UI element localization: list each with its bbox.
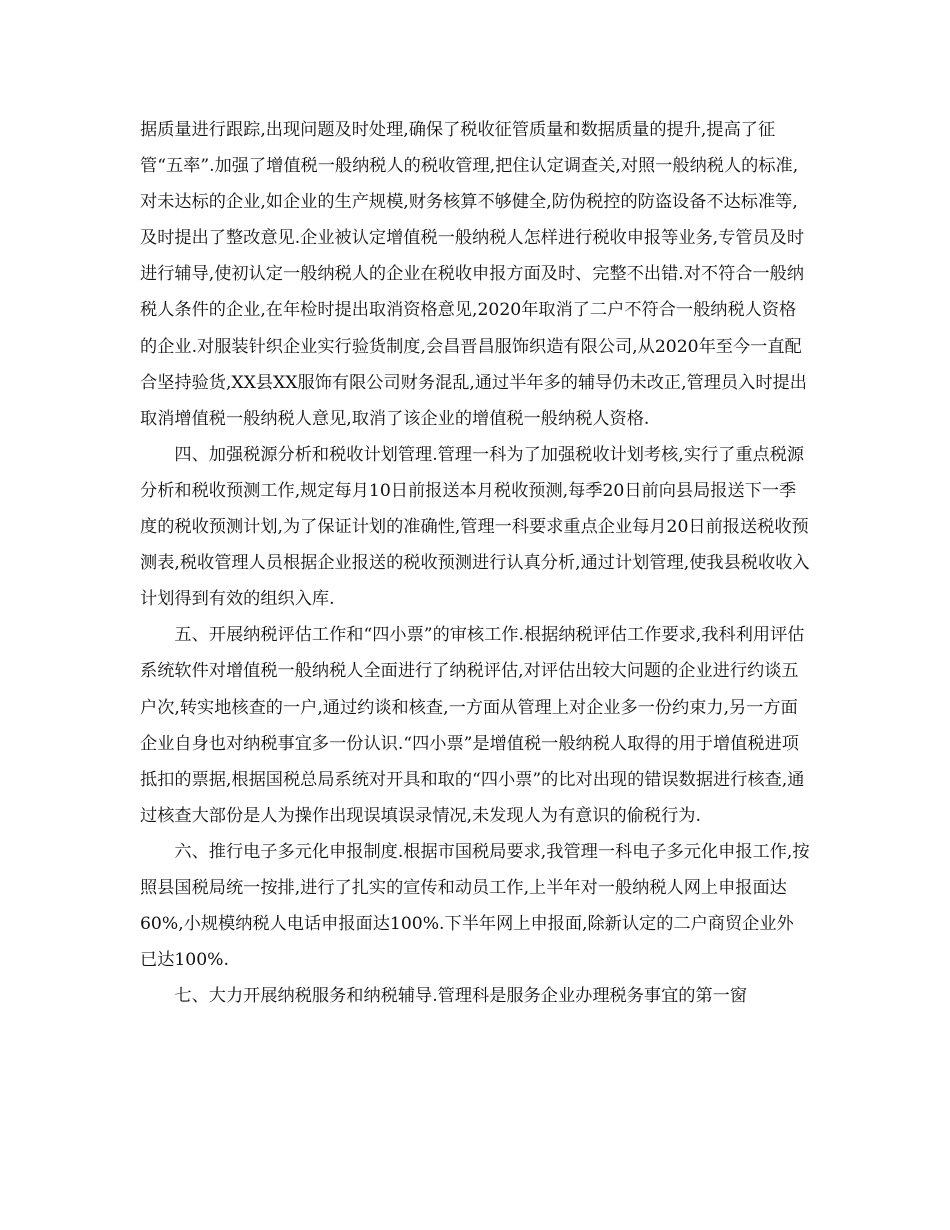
- paragraph-section-5: 五、开展纳税评估工作和“四小票”的审核工作.根据纳税评估工作要求,我科利用评估系统软件对增值税一般纳税人全面进行了纳税评估,对评估出较大问题的企业进行约谈五户次,转实地核查的一户,通过约谈和核查,一方面从管理上对企业多一份约束力,另一方面企业自身也对纳税事宜多一份认识.“四小票”是增值税一般纳税人取得的用于增值税进项抵扣的票据,根据国税总局系统对开具和取的“四小票”的比对出现的错误数据进行核查,通过核查大部份是人为操作出现误填误录情况,未发现人为有意识的偷税行为.: [140, 625, 805, 826]
- paragraph-section-7: 七、大力开展纳税服务和纳税辅导.管理科是服务企业办理税务事宜的第一窗: [174, 986, 748, 1007]
- paragraph-continued: 据质量进行跟踪,出现问题及时处理,确保了税收征管质量和数据质量的提升,提高了征管“五率”.加强了增值税一般纳税人的税收管理,把住认定调查关,对照一般纳税人的标准,对未达标的企业,如企业的生产规模,财务核算不够健全,防伪税控的防盗设备不达标准等,及时提出了整改意见.企业被认定增值税一般纳税人怎样进行税收申报等业务,专管员及时进行辅导,使初认定一般纳税人的企业在税收申报方面及时、完整不出错.对不符合一般纳税人条件的企业,在年检时提出取消资格意见,2020年取消了二户不符合一般纳税人资格的企业.对服装针织企业实行验货制度,会昌晋昌服饰织造有限公司,从2020年至今一直配合坚持验货,XX县XX服饰有限公司财务混乱,通过半年多的辅导仍未改正,管理员入时提出取消增值税一般纳税人意见,取消了该企业的增值税一般纳税人资格.: [140, 120, 807, 429]
- paragraph-section-4: 四、加强税源分析和税收计划管理.管理一科为了加强税收计划考核,实行了重点税源分析和税收预测工作,规定每月10日前报送本月税收预测,每季20日前向县局报送下一季度的税收预测计划,为了保证计划的准确性,管理一科要求重点企业每月20日前报送税收预测表,税收管理人员根据企业报送的税收预测进行认真分析,通过计划管理,使我县税收收入计划得到有效的组织入库.: [140, 444, 810, 610]
- document-body: [140, 112, 810, 1014]
- paragraph-section-6: 六、推行电子多元化申报制度.根据市国税局要求,我管理一科电子多元化申报工作,按照县国税局统一按排,进行了扎实的宣传和动员工作,上半年对一般纳税人网上申报面达60%,小规模纳税人电话申报面达100%.下半年网上申报面,除新认定的二户商贸企业外已达100%.: [140, 841, 810, 971]
